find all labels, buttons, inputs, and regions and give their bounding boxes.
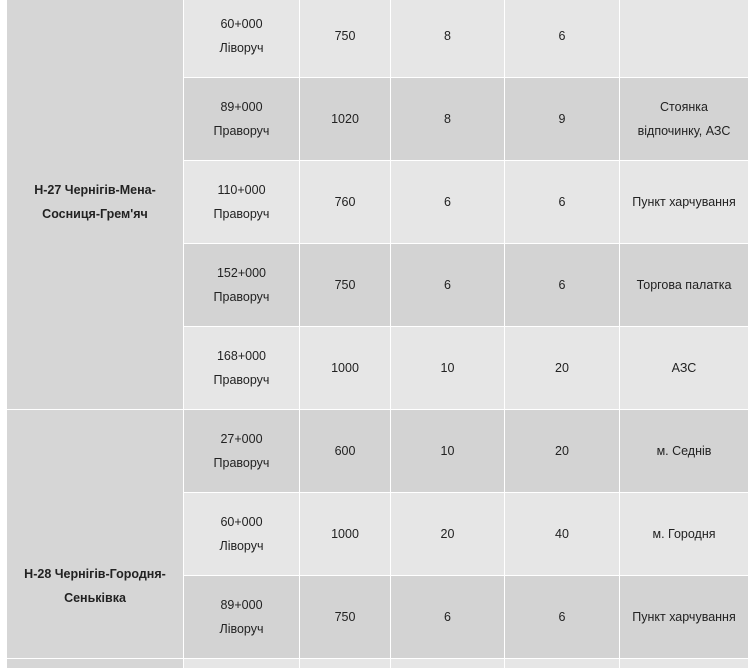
km-value: 27+000 — [220, 432, 263, 446]
table-row-partial — [7, 659, 749, 669]
length-cell: 600 — [300, 410, 391, 493]
side-value: Праворуч — [213, 124, 270, 138]
road-name-cell: Н-28 Чернігів-Городня-Сеньківка — [7, 410, 184, 659]
km-side-cell — [184, 244, 300, 327]
count-cell: 6 — [505, 161, 620, 244]
count-cell: 10 — [391, 410, 505, 493]
count-cell: 6 — [505, 0, 620, 78]
table-row — [7, 410, 749, 493]
count-cell: 8 — [391, 0, 505, 78]
count-cell: 6 — [391, 161, 505, 244]
rest-areas-table — [6, 0, 749, 669]
table-row — [7, 0, 749, 78]
services-cell: АЗС — [620, 327, 749, 410]
count-cell: 20 — [505, 327, 620, 410]
side-value: Праворуч — [213, 207, 270, 221]
table-cell — [184, 659, 300, 669]
length-cell: 750 — [300, 576, 391, 659]
km-value: 60+000 — [220, 515, 263, 529]
count-cell: 40 — [505, 493, 620, 576]
services-cell: м. Седнів — [620, 410, 749, 493]
km-side-cell — [184, 576, 300, 659]
km-value: 168+000 — [216, 349, 266, 363]
length-cell: 1000 — [300, 493, 391, 576]
km-value: 110+000 — [217, 183, 266, 197]
count-cell: 20 — [505, 410, 620, 493]
km-value: 89+000 — [220, 100, 263, 114]
services-cell: Пункт харчування — [620, 161, 749, 244]
road-name-cell: Н-27 Чернігів-Мена-Сосниця-Грем'яч — [7, 0, 184, 410]
km-side-cell — [184, 493, 300, 576]
km-side-cell — [184, 161, 300, 244]
services-cell: Торгова палатка — [620, 244, 749, 327]
count-cell: 20 — [391, 493, 505, 576]
side-value: Ліворуч — [219, 539, 264, 553]
length-cell: 750 — [300, 244, 391, 327]
services-cell: Пункт харчування — [620, 576, 749, 659]
km-value: 152+000 — [216, 266, 266, 280]
length-cell: 1020 — [300, 78, 391, 161]
length-cell: 750 — [300, 0, 391, 78]
length-cell: 1000 — [300, 327, 391, 410]
length-cell: 760 — [300, 161, 391, 244]
side-value: Ліворуч — [219, 622, 264, 636]
count-cell: 9 — [505, 78, 620, 161]
km-side-cell — [184, 327, 300, 410]
side-value: Праворуч — [213, 456, 270, 470]
services-cell: Стоянка відпочинку, АЗС — [620, 78, 749, 161]
side-value: Праворуч — [213, 290, 270, 304]
side-value: Ліворуч — [219, 41, 264, 55]
count-cell: 10 — [391, 327, 505, 410]
count-cell: 6 — [391, 244, 505, 327]
side-value: Праворуч — [213, 373, 270, 387]
table-cell — [391, 659, 505, 669]
km-side-cell — [184, 0, 300, 78]
km-side-cell — [184, 410, 300, 493]
km-side-cell — [184, 78, 300, 161]
services-cell — [620, 0, 749, 78]
km-value: 89+000 — [220, 598, 263, 612]
services-cell: м. Городня — [620, 493, 749, 576]
km-value: 60+000 — [220, 17, 263, 31]
table-cell — [505, 659, 620, 669]
road-name-cell — [7, 659, 184, 669]
count-cell: 6 — [505, 244, 620, 327]
table-cell — [300, 659, 391, 669]
count-cell: 8 — [391, 78, 505, 161]
table-cell — [620, 659, 749, 669]
count-cell: 6 — [505, 576, 620, 659]
count-cell: 6 — [391, 576, 505, 659]
